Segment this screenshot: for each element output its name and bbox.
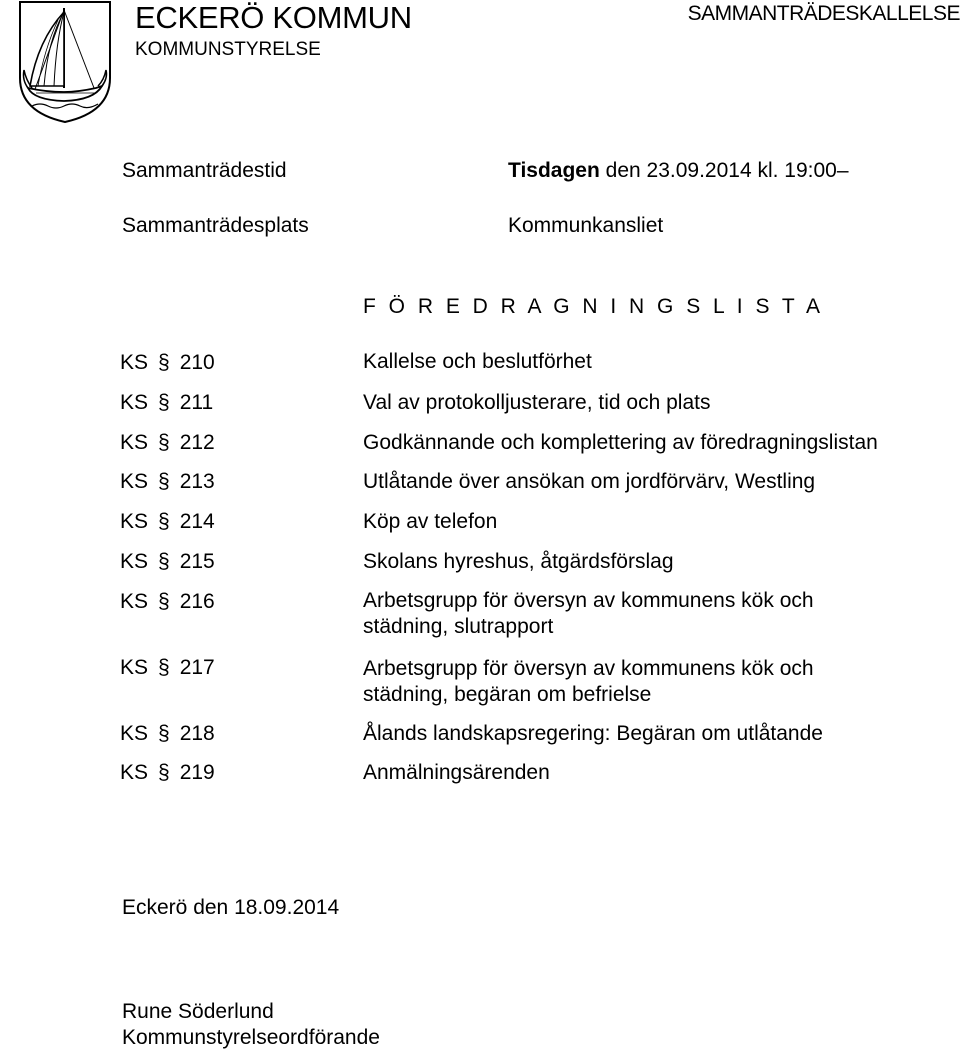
agenda-heading: F Ö R E D R A G N I N G S L I S T A <box>363 295 824 318</box>
item-text: Anmälningsärenden <box>363 761 550 784</box>
meeting-date-time: den 23.09.2014 kl. 19:00– <box>605 159 849 182</box>
item-text: Ålands landskapsregering: Begäran om utlåtande <box>363 722 823 745</box>
meeting-place-value: Kommunkansliet <box>508 214 664 237</box>
item-code: KS § 212 <box>120 431 215 454</box>
item-code: KS § 217 <box>120 656 215 679</box>
meeting-day: Tisdagen <box>508 159 600 182</box>
item-code: KS § 216 <box>120 590 215 613</box>
item-code: KS § 215 <box>120 550 215 573</box>
item-text: Köp av telefon <box>363 510 498 533</box>
item-code: KS § 218 <box>120 722 215 745</box>
document-type: SAMMANTRÄDESKALLELSE <box>687 2 960 25</box>
signer-title: Kommunstyrelseordförande <box>122 1026 380 1049</box>
item-code: KS § 210 <box>120 351 215 374</box>
place-date: Eckerö den 18.09.2014 <box>122 896 340 919</box>
body-name: KOMMUNSTYRELSE <box>135 39 321 60</box>
item-code: KS § 214 <box>120 510 215 533</box>
item-text: Val av protokolljusterare, tid och plats <box>363 391 711 414</box>
item-text: Arbetsgrupp för översyn av kommunens kök och städning, begäran om befrielse <box>363 657 814 706</box>
item-text: Utlåtande över ansökan om jordförvärv, Westling <box>363 470 816 493</box>
item-text: Godkännande och komplettering av föredragningslistan <box>363 431 878 454</box>
item-code: KS § 211 <box>120 391 214 414</box>
meeting-place-label: Sammanträdesplats <box>122 214 309 237</box>
item-code: KS § 213 <box>120 470 215 493</box>
item-text: Kallelse och beslutförhet <box>363 350 592 373</box>
municipality-name: ECKERÖ KOMMUN <box>135 0 412 35</box>
item-text: Skolans hyreshus, åtgärdsförslag <box>363 550 674 573</box>
meeting-time-label: Sammanträdestid <box>122 159 287 182</box>
viking-ship-crest-icon <box>18 0 112 124</box>
signer-name: Rune Söderlund <box>122 1000 274 1023</box>
meeting-time-value <box>508 159 849 183</box>
item-text: Arbetsgrupp för översyn av kommunens kök och städning, slutrapport <box>363 589 814 638</box>
item-code: KS § 219 <box>120 761 215 784</box>
